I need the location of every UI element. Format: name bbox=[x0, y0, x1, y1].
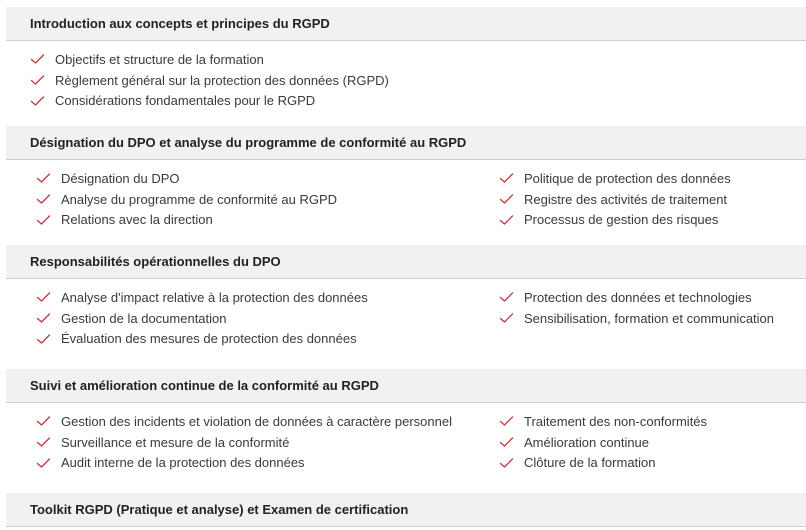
checkmark-icon bbox=[36, 312, 51, 324]
list-item bbox=[36, 452, 452, 473]
section-list-suivi-right bbox=[499, 411, 707, 473]
list-item bbox=[36, 328, 368, 349]
list-item-label: Surveillance et mesure de la conformité bbox=[61, 434, 290, 450]
list-item bbox=[499, 209, 731, 230]
section-header-toolkit bbox=[6, 493, 806, 527]
section-title: Toolkit RGPD (Pratique et analyse) et Examen de certification bbox=[30, 502, 409, 517]
list-item-label: Registre des activités de traitement bbox=[524, 191, 728, 207]
list-item-label: Gestion des incidents et violation de données à caractère personnel bbox=[61, 413, 452, 429]
checkmark-icon bbox=[36, 333, 51, 345]
list-item-label: Objectifs et structure de la formation bbox=[55, 51, 264, 67]
list-item-label: Processus de gestion des risques bbox=[524, 212, 719, 228]
list-item bbox=[499, 308, 774, 329]
list-item-label: Analyse d'impact relative à la protection des données bbox=[61, 289, 368, 305]
list-item bbox=[36, 189, 337, 210]
section-header-suivi-amelioration bbox=[6, 369, 806, 403]
checkmark-icon bbox=[499, 193, 514, 205]
list-item-label: Traitement des non-conformités bbox=[524, 413, 708, 429]
checkmark-icon bbox=[499, 436, 514, 448]
list-item-label: Gestion de la documentation bbox=[61, 310, 227, 326]
list-item-label: Désignation du DPO bbox=[61, 170, 180, 186]
list-item bbox=[36, 411, 452, 432]
list-item-label: Protection des données et technologies bbox=[524, 289, 752, 305]
list-item bbox=[30, 70, 389, 91]
section-list-introduction bbox=[30, 49, 389, 111]
section-title: Désignation du DPO et analyse du programme de conformité au RGPD bbox=[30, 135, 467, 150]
checkmark-icon bbox=[499, 172, 514, 184]
section-title: Suivi et amélioration continue de la conformité au RGPD bbox=[30, 378, 379, 393]
list-item-label: Audit interne de la protection des données bbox=[61, 455, 305, 471]
section-list-responsabilites-left bbox=[36, 287, 368, 349]
checkmark-icon bbox=[36, 415, 51, 427]
checkmark-icon bbox=[30, 53, 45, 65]
list-item bbox=[30, 49, 389, 70]
section-list-designation-right bbox=[499, 168, 731, 230]
list-item bbox=[36, 209, 337, 230]
section-title: Responsabilités opérationnelles du DPO bbox=[30, 254, 281, 269]
section-header-responsabilites bbox=[6, 245, 806, 279]
checkmark-icon bbox=[499, 312, 514, 324]
checkmark-icon bbox=[499, 457, 514, 469]
list-item-label: Clôture de la formation bbox=[524, 455, 656, 471]
list-item-label: Considérations fondamentales pour le RGPD bbox=[55, 93, 316, 109]
list-item bbox=[499, 168, 731, 189]
checkmark-icon bbox=[36, 436, 51, 448]
checkmark-icon bbox=[36, 214, 51, 226]
checkmark-icon bbox=[499, 214, 514, 226]
list-item-label: Amélioration continue bbox=[524, 434, 650, 450]
checkmark-icon bbox=[499, 415, 514, 427]
checkmark-icon bbox=[36, 193, 51, 205]
section-list-designation-left bbox=[36, 168, 337, 230]
checkmark-icon bbox=[30, 74, 45, 86]
checkmark-icon bbox=[499, 291, 514, 303]
list-item bbox=[499, 287, 774, 308]
checkmark-icon bbox=[30, 95, 45, 107]
checkmark-icon bbox=[36, 291, 51, 303]
list-item-label: Règlement général sur la protection des données (RGPD) bbox=[55, 72, 389, 88]
section-list-suivi-left bbox=[36, 411, 452, 473]
list-item bbox=[499, 411, 707, 432]
section-header-introduction bbox=[6, 7, 806, 41]
list-item-label: Analyse du programme de conformité au RGPD bbox=[61, 191, 338, 207]
list-item bbox=[499, 189, 731, 210]
list-item-label: Évaluation des mesures de protection des données bbox=[61, 331, 357, 347]
list-item bbox=[36, 432, 452, 453]
list-item bbox=[36, 308, 368, 329]
section-title: Introduction aux concepts et principes du RGPD bbox=[30, 16, 330, 31]
checkmark-icon bbox=[36, 457, 51, 469]
list-item bbox=[499, 452, 707, 473]
list-item bbox=[30, 90, 389, 111]
list-item-label: Sensibilisation, formation et communication bbox=[524, 310, 775, 326]
list-item-label: Politique de protection des données bbox=[524, 170, 731, 186]
section-list-responsabilites-right bbox=[499, 287, 774, 328]
section-header-designation-dpo bbox=[6, 126, 806, 160]
list-item bbox=[36, 168, 337, 189]
checkmark-icon bbox=[36, 172, 51, 184]
list-item bbox=[499, 432, 707, 453]
list-item-label: Relations avec la direction bbox=[61, 212, 213, 228]
list-item bbox=[36, 287, 368, 308]
